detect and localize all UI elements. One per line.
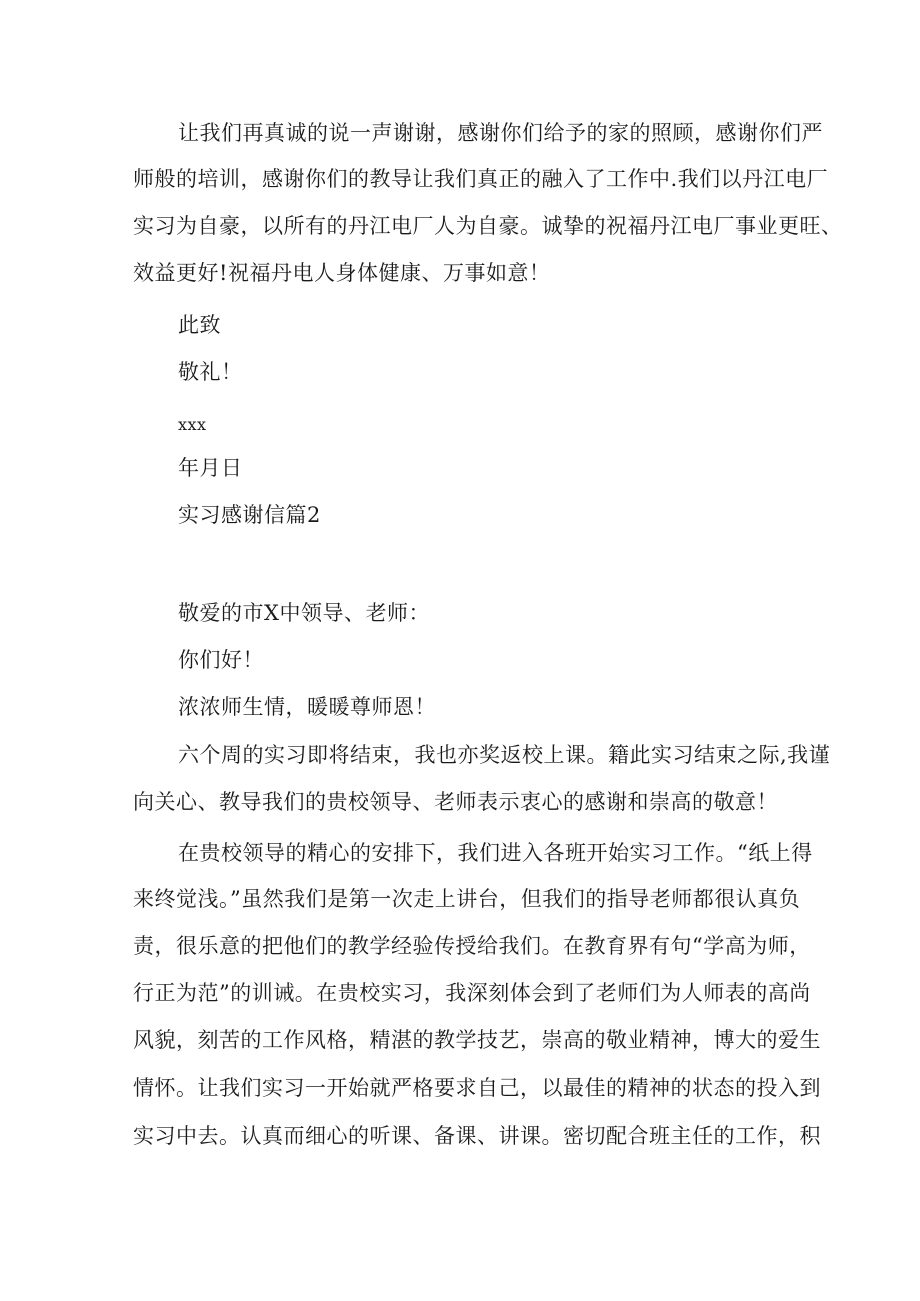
paragraph-line: 实习为自豪，以所有的丹江电厂人为自豪。诚挚的祝福丹江电厂事业更旺、 [133,214,843,238]
paragraph-line: 行正为范”的训诫。在贵校实习，我深刻体会到了老师们为人师表的高尚 [133,981,811,1005]
closing-line-2: 敬礼！ [178,360,243,384]
paragraph-line: 风貌，刻苦的工作风格，精湛的教学技艺，崇高的敬业精神，博大的爱生 [133,1028,821,1052]
paragraph-line: 效益更好!祝福丹电人身体健康、万事如意！ [133,261,551,285]
date-line: 年月日 [178,456,243,480]
paragraph-line: 在贵校领导的精心的安排下，我们进入各班开始实习工作。“纸上得 [178,841,813,865]
paragraph-line: 来终觉浅。”虽然我们是第一次走上讲台，但我们的指导老师都很认真负 [133,887,801,911]
paragraph-line: 六个周的实习即将结束，我也亦奖返校上课。籍此实习结束之际,我谨 [178,743,831,767]
paragraph-line: 情怀。让我们实习一开始就严格要求自己，以最佳的精神的状态的投入到 [133,1076,821,1100]
paragraph-line: 让我们再真诚的说一声谢谢，感谢你们给予的家的照顾，感谢你们严 [178,121,823,145]
signature: xxx [178,415,207,434]
paragraph-line: 师般的培训，感谢你们的教导让我们真正的融入了工作中.我们以丹江电厂 [133,167,829,191]
greeting: 你们好！ [178,648,264,672]
section-title: 实习感谢信篇2 [178,503,321,527]
motto: 浓浓师生情，暖暖尊师恩！ [178,695,436,719]
paragraph-line: 向关心、教导我们的贵校领导、老师表示衷心的感谢和崇高的敬意！ [133,790,778,814]
salutation: 敬爱的市X中领导、老师： [178,601,430,625]
paragraph-line: 实习中去。认真而细心的听课、备课、讲课。密切配合班主任的工作，积 [133,1124,821,1148]
paragraph-line: 责，很乐意的把他们的教学经验传授给我们。在教育界有句“学高为师， [133,934,811,958]
closing-line-1: 此致 [178,313,221,337]
